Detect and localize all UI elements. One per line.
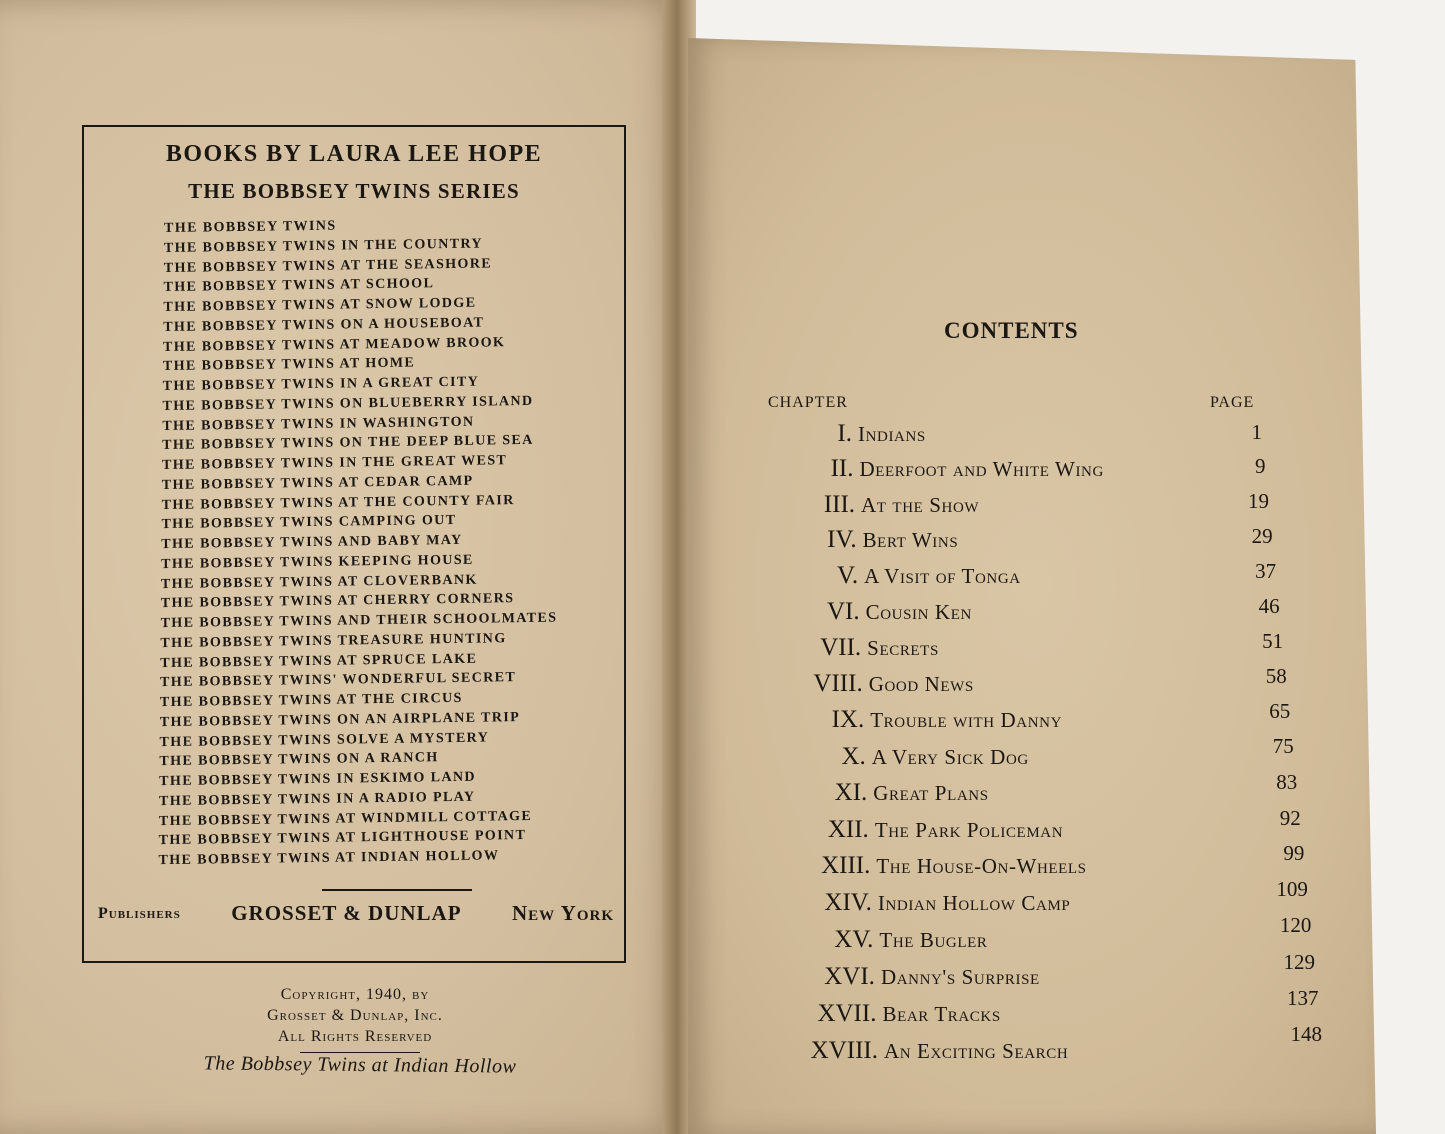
chapter-title: The Bugler xyxy=(879,927,988,952)
chapter-page-number: 129 xyxy=(1283,949,1315,974)
chapter-number: XV. xyxy=(834,925,874,953)
chapter-title: The House-On-Wheels xyxy=(876,854,1087,879)
chapter-title: A Very Sick Dog xyxy=(871,744,1029,769)
chapter-page-number: 83 xyxy=(1276,770,1298,794)
chapter-title: Good News xyxy=(868,672,974,697)
series-book-item: THE BOBBSEY TWINS AT SNOW LODGE xyxy=(163,295,477,316)
series-book-item: THE BOBBSEY TWINS ON BLUEBERRY ISLAND xyxy=(162,393,534,414)
chapter-title: An Exciting Search xyxy=(884,1039,1069,1064)
chapter-title: Trouble with Danny xyxy=(870,708,1063,733)
chapter-number: VIII. xyxy=(813,670,863,698)
page-column-label: PAGE xyxy=(1210,394,1255,411)
series-book-item: THE BOBBSEY TWINS IN A GREAT CITY xyxy=(162,374,480,395)
series-book-item: THE BOBBSEY TWINS IN THE COUNTRY xyxy=(163,236,484,256)
publisher-name: GROSSET & DUNLAP xyxy=(231,901,462,925)
chapter-title: Deerfoot and White Wing xyxy=(859,457,1104,482)
series-book-item: THE BOBBSEY TWINS AT WINDMILL COTTAGE xyxy=(158,808,533,829)
chapter-title: Indians xyxy=(858,422,926,446)
series-book-item: THE BOBBSEY TWINS IN A RADIO PLAY xyxy=(158,789,476,809)
contents-title: CONTENTS xyxy=(944,318,1079,343)
series-book-item: THE BOBBSEY TWINS AT CHERRY CORNERS xyxy=(160,591,515,612)
chapter-page-number: 120 xyxy=(1279,913,1312,938)
chapter-page-number: 109 xyxy=(1276,877,1308,902)
series-book-item: THE BOBBSEY TWINS AT INDIAN HOLLOW xyxy=(158,848,500,869)
chapter-page-number: 58 xyxy=(1265,663,1287,688)
chapter-number: V. xyxy=(837,562,859,590)
series-book-item: THE BOBBSEY TWINS AT SPRUCE LAKE xyxy=(160,651,478,671)
chapter-number: X. xyxy=(841,742,866,770)
series-book-item: THE BOBBSEY TWINS' WONDERFUL SECRET xyxy=(160,670,517,691)
copyright-line: All Rights Reserved xyxy=(277,1028,433,1045)
chapter-number: XVI. xyxy=(824,963,875,990)
chapter-page-number: 148 xyxy=(1290,1022,1322,1047)
chapter-number: VI. xyxy=(827,598,860,625)
series-book-item: THE BOBBSEY TWINS IN THE GREAT WEST xyxy=(161,453,508,474)
chapter-page-number: 137 xyxy=(1286,985,1319,1010)
series-book-item: THE BOBBSEY TWINS ON A HOUSEBOAT xyxy=(163,315,485,335)
chapter-number: XI. xyxy=(834,779,868,806)
chapter-title: Bear Tracks xyxy=(882,1002,1001,1027)
chapter-title: A Visit of Tonga xyxy=(864,564,1021,589)
chapter-page-number: 9 xyxy=(1255,454,1266,479)
chapter-number: XVII. xyxy=(817,1000,877,1028)
chapter-number: XIV. xyxy=(824,889,872,917)
chapter-page-number: 92 xyxy=(1279,805,1301,830)
publisher-city: New York xyxy=(512,901,614,925)
series-book-item: THE BOBBSEY TWINS ON A RANCH xyxy=(159,750,439,770)
chapter-number: XVIII. xyxy=(810,1037,878,1065)
chapter-title: Danny's Surprise xyxy=(880,965,1040,989)
divider-rule xyxy=(322,889,472,891)
series-book-item: THE BOBBSEY TWINS AT HOME xyxy=(162,355,416,375)
series-ad-box xyxy=(82,125,626,963)
publisher-footer xyxy=(98,901,614,926)
series-book-item: THE BOBBSEY TWINS AT THE SEASHORE xyxy=(163,255,493,276)
chapter-title: Cousin Ken xyxy=(865,600,972,624)
chapter-title: The Park Policeman xyxy=(874,817,1064,842)
chapter-title: Secrets xyxy=(867,635,939,660)
publishers-label: Publishers xyxy=(98,904,181,922)
chapter-page-number: 99 xyxy=(1283,841,1305,866)
series-book-item: THE BOBBSEY TWINS ON AN AIRPLANE TRIP xyxy=(159,709,521,730)
series-book-list xyxy=(158,214,561,871)
chapter-page-number: 51 xyxy=(1262,628,1284,653)
chapter-number: XII. xyxy=(827,815,869,843)
chapter-page-number: 1 xyxy=(1251,420,1262,444)
chapter-title: Indian Hollow Camp xyxy=(877,891,1071,916)
series-book-item: THE BOBBSEY TWINS TREASURE HUNTING xyxy=(160,631,507,651)
author-heading: BOOKS BY LAURA LEE HOPE xyxy=(165,141,543,167)
series-book-item: THE BOBBSEY TWINS KEEPING HOUSE xyxy=(161,552,474,572)
chapter-title: At the Show xyxy=(861,492,980,517)
chapter-page-number: 37 xyxy=(1255,558,1277,583)
chapter-column-label: CHAPTER xyxy=(768,394,848,411)
series-book-item: THE BOBBSEY TWINS AT SCHOOL xyxy=(163,276,435,296)
series-book-item: THE BOBBSEY TWINS xyxy=(164,218,337,236)
chapter-page-number: 46 xyxy=(1258,593,1280,618)
chapter-page-number: 75 xyxy=(1272,734,1294,759)
series-title: THE BOBBSEY TWINS SERIES xyxy=(188,179,520,203)
chapter-number: XIII. xyxy=(821,852,871,880)
chapter-number: IX. xyxy=(831,706,865,734)
series-book-item: THE BOBBSEY TWINS AT THE CIRCUS xyxy=(159,690,463,711)
series-book-item: THE BOBBSEY TWINS AT MEADOW BROOK xyxy=(162,334,506,355)
copyright-line: Grosset & Dunlap, Inc. xyxy=(267,1007,443,1024)
series-book-item: THE BOBBSEY TWINS AT LIGHTHOUSE POINT xyxy=(158,828,527,849)
chapter-number: IV. xyxy=(827,526,857,554)
series-book-item: THE BOBBSEY TWINS IN ESKIMO LAND xyxy=(159,769,477,790)
series-book-item: THE BOBBSEY TWINS ON THE DEEP BLUE SEA xyxy=(162,433,534,454)
chapter-number: II. xyxy=(830,455,854,483)
series-book-item: THE BOBBSEY TWINS AT CEDAR CAMP xyxy=(161,473,474,493)
series-book-item: THE BOBBSEY TWINS AND BABY MAY xyxy=(161,532,463,553)
copyright-line: Copyright, 1940, by xyxy=(280,986,430,1003)
chapter-number: III. xyxy=(823,490,856,518)
chapter-number: VII. xyxy=(820,633,862,661)
series-book-item: THE BOBBSEY TWINS CAMPING OUT xyxy=(161,513,457,533)
series-book-item: THE BOBBSEY TWINS AT CLOVERBANK xyxy=(160,572,478,592)
series-book-item: THE BOBBSEY TWINS AND THEIR SCHOOLMATES xyxy=(160,610,558,632)
chapter-page-number: 29 xyxy=(1251,523,1273,548)
series-book-item: THE BOBBSEY TWINS AT THE COUNTY FAIR xyxy=(161,492,515,513)
chapter-page-number: 65 xyxy=(1269,699,1291,724)
chapter-title: Great Plans xyxy=(873,781,989,805)
series-book-item: THE BOBBSEY TWINS SOLVE A MYSTERY xyxy=(159,730,490,750)
chapter-page-number: 19 xyxy=(1248,489,1270,514)
copyright-notice xyxy=(160,984,550,1047)
series-book-item: THE BOBBSEY TWINS IN WASHINGTON xyxy=(162,414,475,434)
chapter-title: Bert Wins xyxy=(862,528,959,553)
book-title: The Bobbsey Twins at Indian Hollow xyxy=(203,1052,517,1078)
chapter-number: I. xyxy=(837,420,852,447)
